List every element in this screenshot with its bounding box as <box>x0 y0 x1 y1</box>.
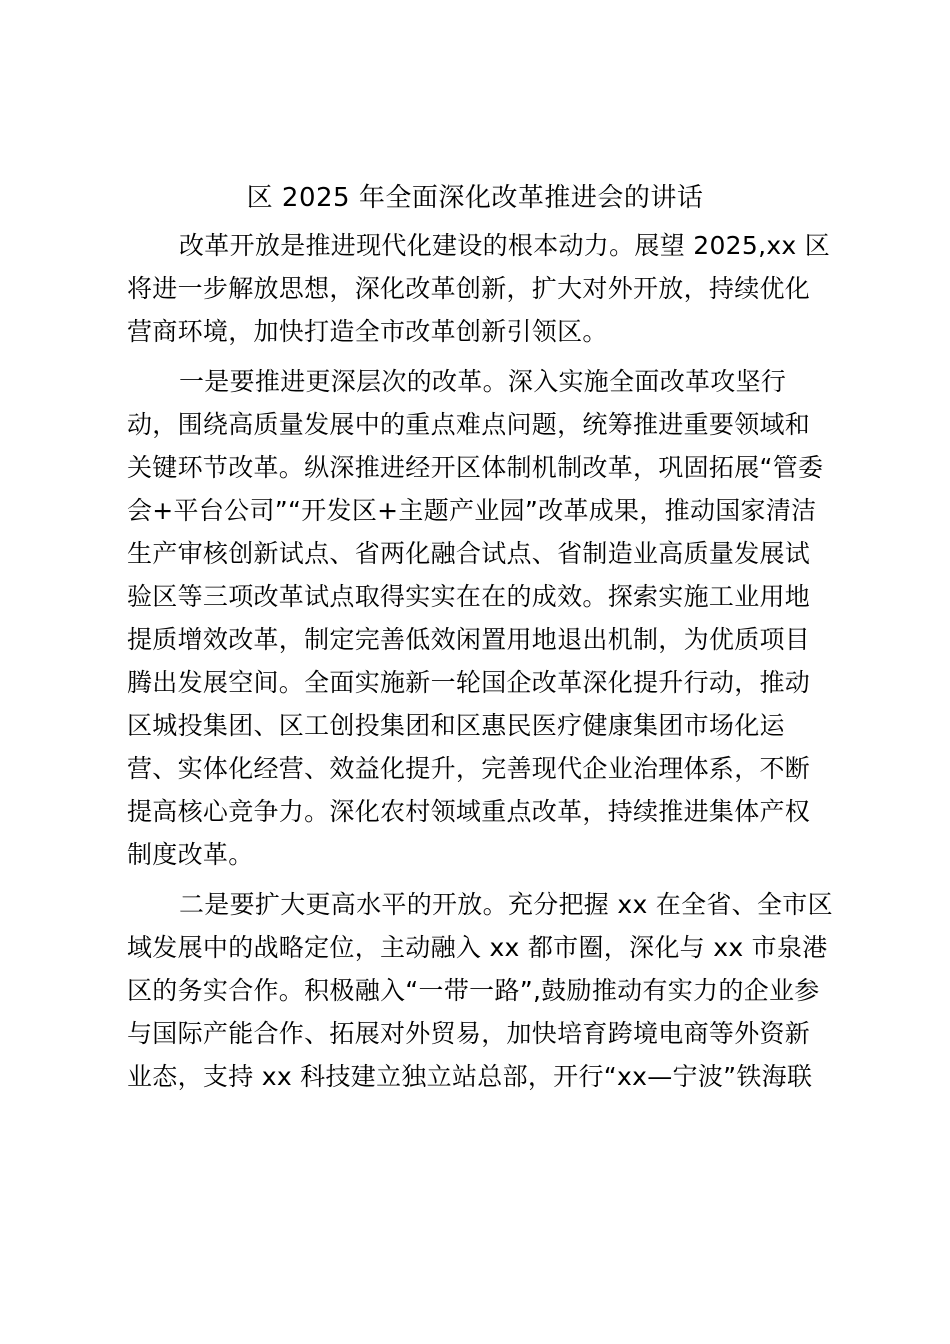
paragraph-line: 营商环境，加快打造全市改革创新引领区。 <box>127 317 608 346</box>
paragraph-line: 改革开放是推进现代化建设的根本动力。展望 2025,xx 区 <box>179 231 831 260</box>
paragraph-line: 制度改革。 <box>127 840 254 869</box>
paragraph-line: 营、实体化经营、效益化提升，完善现代企业治理体系，不断 <box>127 754 811 783</box>
paragraph-line: 将进一步解放思想，深化改革创新，扩大对外开放，持续优化 <box>127 274 811 303</box>
paragraph-line: 动，围绕高质量发展中的重点难点问题，统筹推进重要领域和 <box>127 410 811 439</box>
paragraph-line: 腾出发展空间。全面实施新一轮国企改革深化提升行动，推动 <box>127 668 811 697</box>
paragraph-line: 区的务实合作。积极融入“一带一路”,鼓励推动有实力的企业参 <box>127 976 820 1005</box>
paragraph-line: 一是要推进更深层次的改革。深入实施全面改革攻坚行 <box>179 367 787 396</box>
paragraph-line: 区城投集团、区工创投集团和区惠民医疗健康集团市场化运 <box>127 711 785 740</box>
paragraph-line: 二是要扩大更高水平的开放。充分把握 xx 在全省、全市区 <box>179 890 833 919</box>
paragraph-line: 生产审核创新试点、省两化融合试点、省制造业高质量发展试 <box>127 539 811 568</box>
paragraph-line: 验区等三项改革试点取得实实在在的成效。探索实施工业用地 <box>127 582 811 611</box>
paragraph-line: 关键环节改革。纵深推进经开区体制机制改革，巩固拓展“管委 <box>127 453 824 482</box>
document-title: 区 2025 年全面深化改革推进会的讲话 <box>246 183 704 213</box>
paragraph-line: 与国际产能合作、拓展对外贸易，加快培育跨境电商等外资新 <box>127 1019 811 1048</box>
paragraph-line: 域发展中的战略定位，主动融入 xx 都市圈，深化与 xx 市泉港 <box>127 933 828 962</box>
paragraph-line: 业态，支持 xx 科技建立独立站总部，开行“xx—宁波”铁海联 <box>127 1062 813 1091</box>
paragraph-line: 提质增效改革，制定完善低效闲置用地退出机制，为优质项目 <box>127 625 811 654</box>
paragraph-line: 提高核心竞争力。深化农村领域重点改革，持续推进集体产权 <box>127 797 811 826</box>
paragraph-line: 会+平台公司”“开发区+主题产业园”改革成果，推动国家清洁 <box>127 496 817 525</box>
